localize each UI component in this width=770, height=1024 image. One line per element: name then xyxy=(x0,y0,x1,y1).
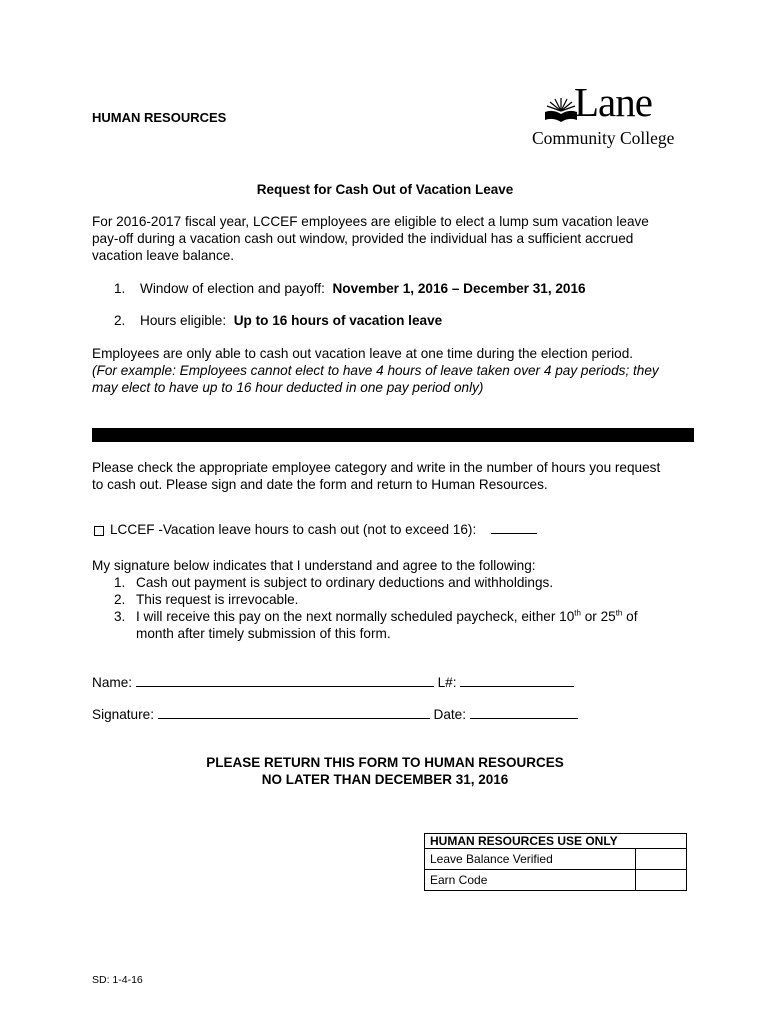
agreement-item-continued xyxy=(92,625,692,642)
lnum-input[interactable] xyxy=(460,674,574,687)
name-label: Name: xyxy=(92,675,133,690)
form-code: SD: 1-4-16 xyxy=(92,974,143,986)
agreement-intro: My signature below indicates that I understand and agree to the following: xyxy=(92,558,536,573)
return-notice-line2: NO LATER THAN DECEMBER 31, 2016 xyxy=(261,772,509,787)
hours-eligible-value: Up to 16 hours of vacation leave xyxy=(233,313,443,328)
lccef-label: LCCEF -Vacation leave hours to cash out (not to exceed 16): xyxy=(110,522,477,537)
section-divider xyxy=(92,428,694,442)
leave-balance-cell[interactable] xyxy=(636,849,687,870)
election-note xyxy=(92,345,672,396)
hr-table-row-label: Earn Code xyxy=(425,870,636,891)
return-notice-line1: PLEASE RETURN THIS FORM TO HUMAN RESOURCES xyxy=(206,755,564,770)
college-logo xyxy=(532,79,692,152)
date-label: Date: xyxy=(433,707,467,722)
agreement-section xyxy=(92,557,692,642)
hr-table-row-label: Leave Balance Verified xyxy=(425,849,636,870)
election-window-label: Window of election and payoff: xyxy=(140,281,325,296)
logo-wordmark: Lane xyxy=(574,79,652,125)
logo-subtitle: Community College xyxy=(532,128,675,148)
agreement-item xyxy=(92,591,692,608)
agreement-text: I will receive this pay on the next normally scheduled paycheck, either 10th or 25th of xyxy=(136,608,638,624)
agreement-item xyxy=(92,574,692,591)
sunrise-book-icon xyxy=(544,96,578,124)
earn-code-cell[interactable] xyxy=(636,870,687,891)
intro-paragraph: For 2016-2017 fiscal year, LCCEF employees are eligible to elect a lump sum vacation leave pay-off during a vacation cash out window, provided the individual has a sufficient accrued vacation leave balance. xyxy=(92,214,649,263)
signature-label: Signature: xyxy=(92,707,154,722)
name-row xyxy=(92,674,574,690)
item-number: 2. xyxy=(114,313,126,328)
agreement-text: month after timely submission of this form. xyxy=(136,626,391,641)
example-text: (For example: Employees cannot elect to have 4 hours of leave taken over 4 pay periods; they may elect to have up to 16 hour deducted in one pay period only) xyxy=(92,363,659,395)
agreement-item xyxy=(92,608,692,625)
date-input[interactable] xyxy=(470,706,578,719)
item-number: 1. xyxy=(114,281,126,296)
agreement-number: 3. xyxy=(114,609,126,624)
election-window-value: November 1, 2016 – December 31, 2016 xyxy=(332,281,586,296)
agreement-number: 2. xyxy=(114,592,126,607)
signature-input[interactable] xyxy=(158,706,430,719)
hr-table-header: HUMAN RESOURCES USE ONLY xyxy=(425,834,687,849)
instructions-paragraph: Please check the appropriate employee category and write in the number of hours you request to cash out. Please sign and date the form and return to Human Resources. xyxy=(92,460,661,492)
note-text: Employees are only able to cash out vacation leave at one time during the election period. xyxy=(92,346,634,361)
election-window-item xyxy=(140,281,586,296)
name-input[interactable] xyxy=(136,674,434,687)
form-title: Request for Cash Out of Vacation Leave xyxy=(256,182,514,197)
hr-use-only-table xyxy=(424,833,687,891)
department-heading: HUMAN RESOURCES xyxy=(92,110,227,125)
signature-row xyxy=(92,706,578,722)
hours-input[interactable] xyxy=(491,521,537,534)
agreement-text: Cash out payment is subject to ordinary deductions and withholdings. xyxy=(136,575,554,590)
lccef-checkbox[interactable] xyxy=(94,526,104,536)
agreement-number: 1. xyxy=(114,575,126,590)
hours-eligible-label: Hours eligible: xyxy=(140,313,227,328)
agreement-text: This request is irrevocable. xyxy=(136,592,299,607)
hours-eligible-item xyxy=(140,313,442,328)
lccef-hours-line xyxy=(110,521,537,537)
lnum-label: L#: xyxy=(437,675,457,690)
